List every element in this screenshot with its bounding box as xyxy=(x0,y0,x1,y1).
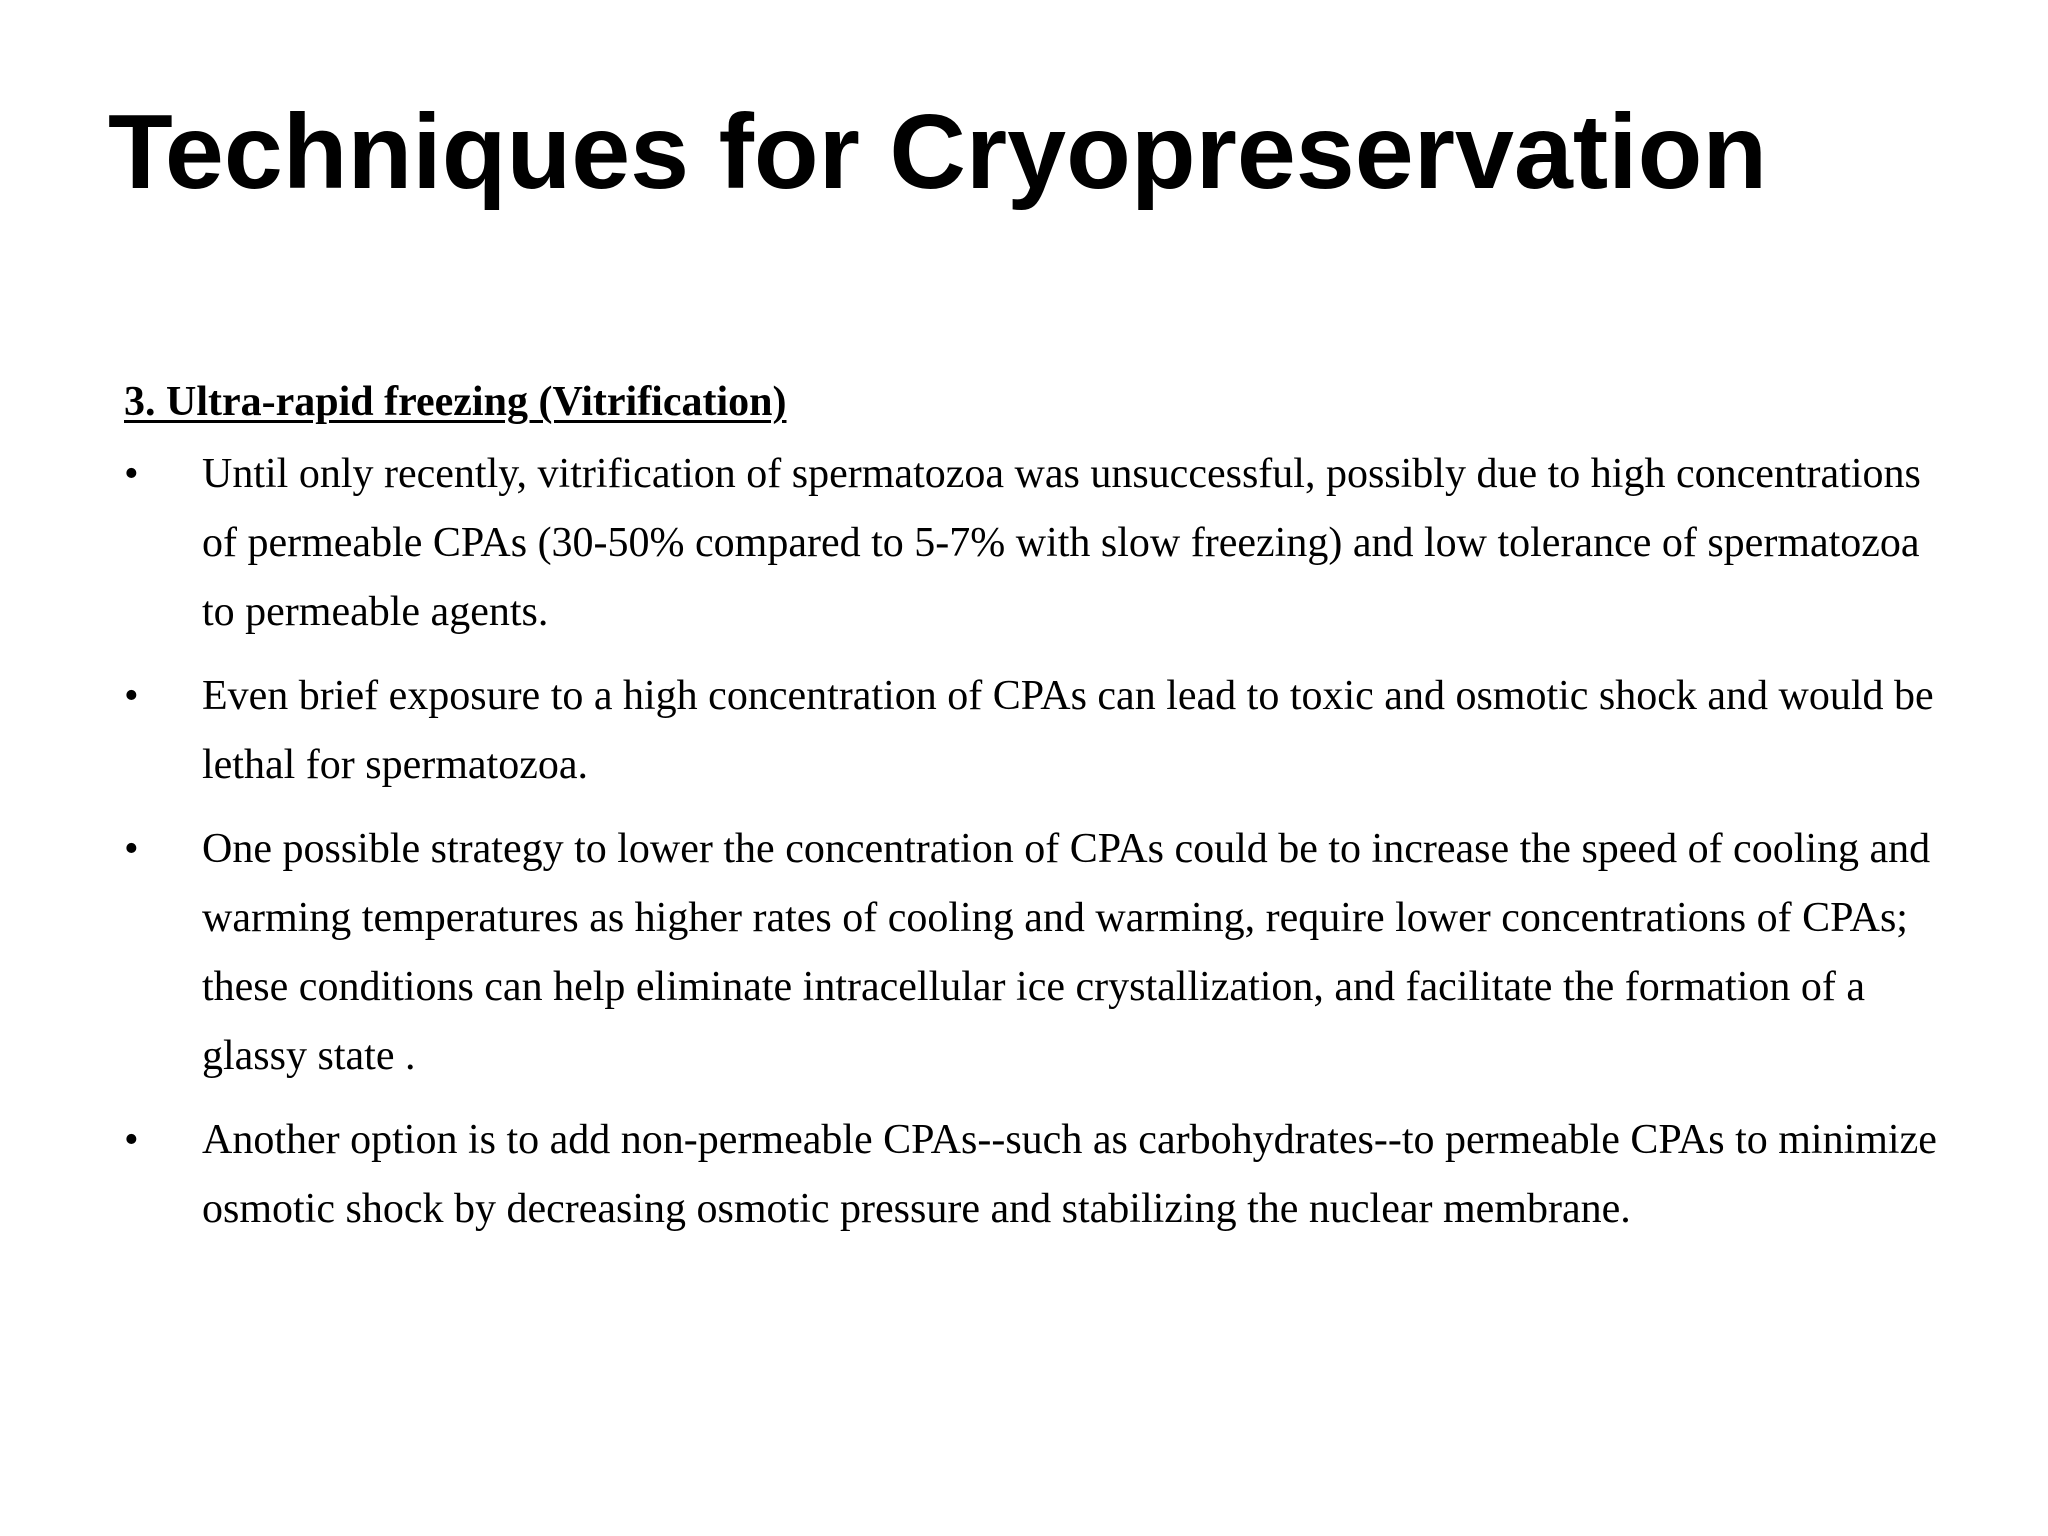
bullet-item xyxy=(124,662,1954,800)
bullet-icon: • xyxy=(124,826,139,872)
bullet-icon: • xyxy=(124,673,139,719)
bullet-text: Until only recently, vitrification of spermatozoa was unsuccessful, possibly due to high concentrations of permeable CPAs (30-50% compared to 5-7% with slow freezing) and low tolerance of spermatozoa to permeable agents. xyxy=(202,451,1921,635)
slide-content xyxy=(124,372,1954,1259)
bullet-list xyxy=(124,440,1954,1244)
bullet-text: Even brief exposure to a high concentration of CPAs can lead to toxic and osmotic shock and would be lethal for spermatozoa. xyxy=(202,673,1934,788)
section-heading: 3. Ultra-rapid freezing (Vitrification) xyxy=(124,379,787,425)
bullet-text: One possible strategy to lower the concentration of CPAs could be to increase the speed of cooling and warming temperatures as higher rates of cooling and warming, require lower concentrations of CPAs; these conditions can help eliminate intracellular ice crystallization, and facilitate the formation of a glassy state . xyxy=(202,826,1931,1079)
bullet-icon: • xyxy=(124,1117,139,1163)
bullet-text: Another option is to add non-permeable CPAs--such as carbohydrates--to permeable CPAs to minimize osmotic shock by decreasing osmotic pressure and stabilizing the nuclear membrane. xyxy=(202,1117,1937,1232)
slide-title: Techniques for Cryopreservation xyxy=(108,93,1768,211)
bullet-item xyxy=(124,1106,1954,1244)
bullet-item xyxy=(124,815,1954,1091)
bullet-icon: • xyxy=(124,451,139,497)
bullet-item xyxy=(124,440,1954,647)
